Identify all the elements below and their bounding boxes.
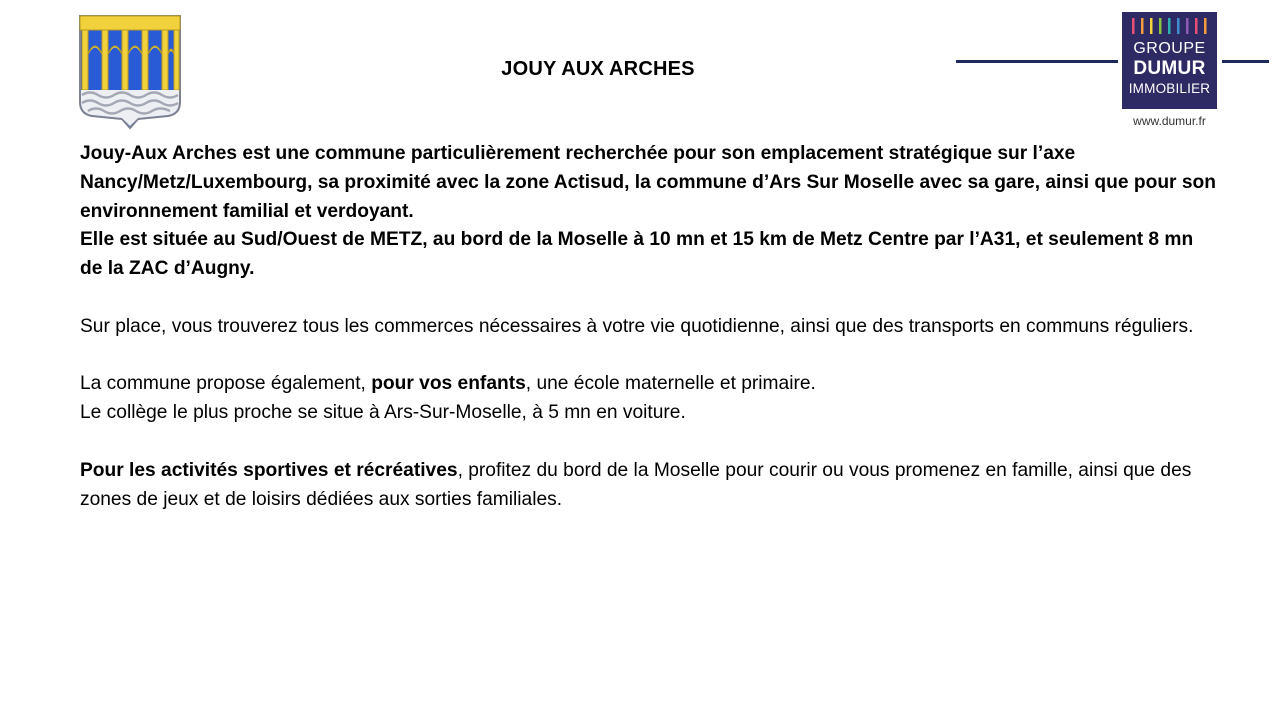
coat-of-arms-icon: [78, 14, 182, 130]
description-body: [80, 140, 1220, 514]
header-rule-left: [956, 60, 1118, 63]
paragraph-situation: Elle est située au Sud/Ouest de METZ, au bord de la Moselle à 10 mn et 15 km de Metz Centre par l’A31, et seulement 8 mn de la ZAC d’Augny.: [80, 229, 1194, 280]
logo-line-immobilier: IMMOBILIER: [1128, 81, 1211, 96]
logo-stripes-icon: [1130, 17, 1210, 35]
logo-line-groupe: GROUPE: [1133, 40, 1206, 57]
page-title: JOUY AUX ARCHES: [501, 58, 695, 80]
paragraph-commerces: Sur place, vous trouverez tous les commerces nécessaires à votre vie quotidienne, ainsi que des transports en communs réguliers.: [80, 315, 1194, 337]
logo-line-dumur: DUMUR: [1133, 58, 1206, 79]
paragraph-activities: Pour les activités sportives et récréatives, profitez du bord de la Moselle pour courir ou vous promenez en famille, ainsi que des zones de jeux et de loisirs dédiées aux sorties familiales.: [80, 459, 1192, 510]
paragraph-college: Le collège le plus proche se situe à Ars-Sur-Moselle, à 5 mn en voiture.: [80, 402, 686, 424]
logo-url: www.dumur.fr: [1133, 114, 1206, 128]
groupe-dumur-logo: [1122, 12, 1217, 109]
paragraph-schools: La commune propose également, pour vos enfants, une école maternelle et primaire.: [80, 373, 816, 395]
header-rule-right: [1222, 60, 1269, 63]
paragraph-location: Jouy-Aux Arches est une commune particulièrement recherchée pour son emplacement stratégique sur l’axe Nancy/Metz/Luxembourg, sa proximité avec la zone Actisud, la commune d’Ars Sur Moselle avec sa gare, ainsi que pour son environnement familial et verdoyant.: [80, 143, 1216, 222]
